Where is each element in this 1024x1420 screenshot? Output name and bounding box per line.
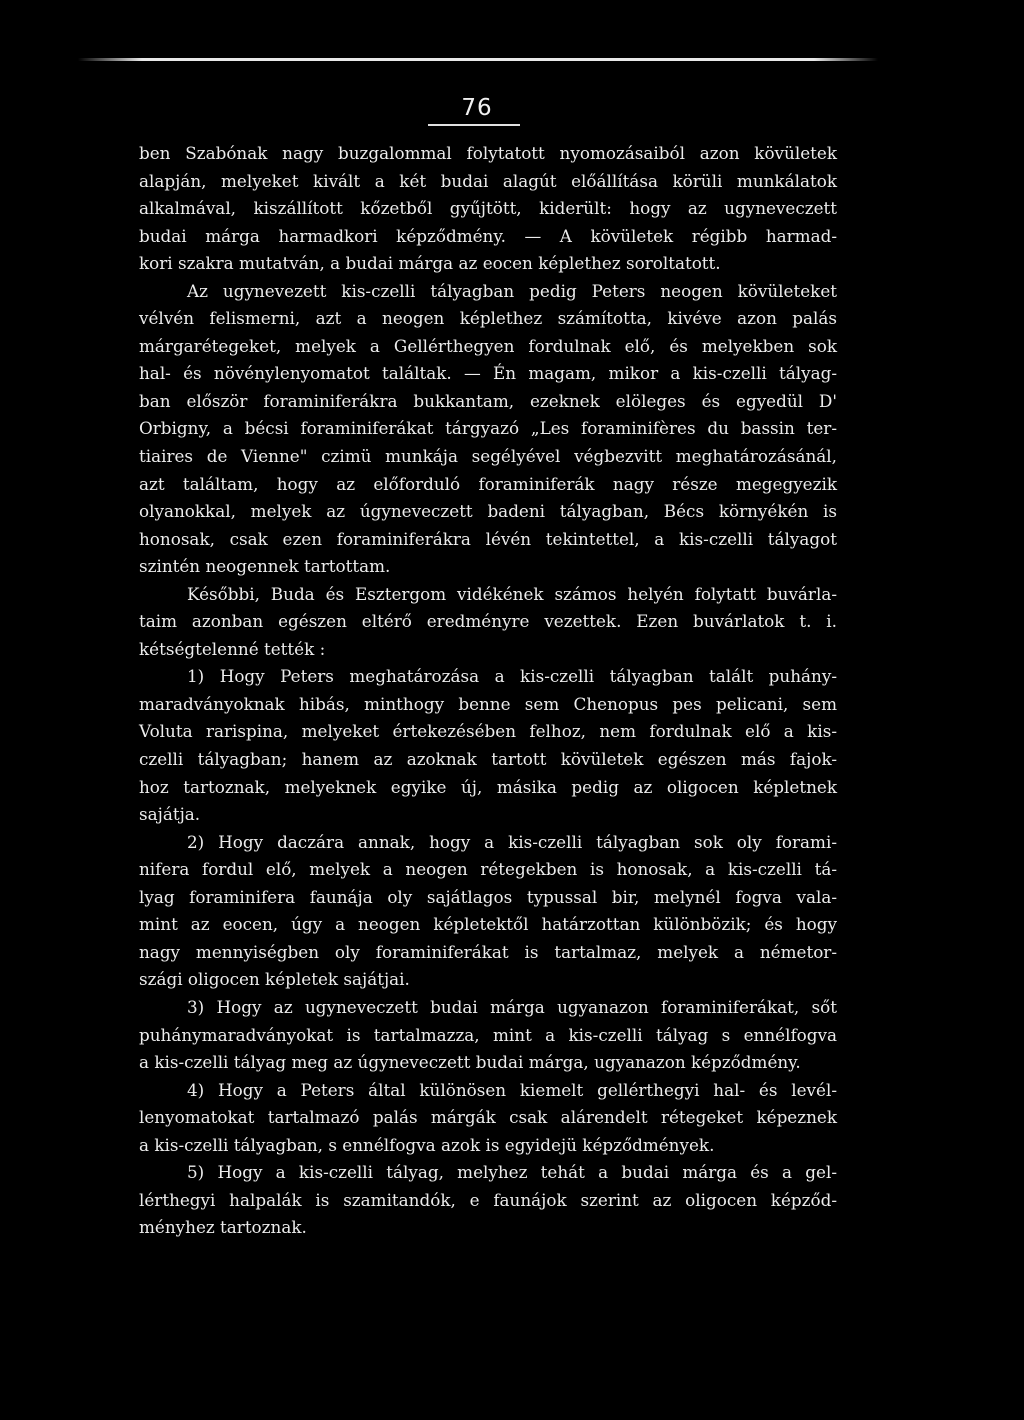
text-line: a kis-czelli tályag meg az úgyneveczett budai márga, ugyanazon képződmény. — [139, 1052, 801, 1073]
text-line: honosak, csak ezen foraminiferákra lévén tekintettel, a kis-czelli tályagot — [139, 528, 837, 549]
text-line: lérthegyi halpalák is szamitandók, e faunájok szerint az oligocen képződ- — [139, 1189, 837, 1210]
text-line: budai márga harmadkori képződmény. — A kövületek régibb harmad- — [139, 225, 837, 246]
text-line: alkalmával, kiszállított kőzetből gyűjtött, kiderült: hogy az ugyneveczett — [139, 198, 837, 219]
text-line: lyag foraminifera faunája oly sajátlagos typussal bir, melynél fogva vala- — [139, 886, 837, 907]
text-line: maradványoknak hibás, minthogy benne sem Chenopus pes pelicani, sem — [139, 693, 837, 714]
text-line: nifera fordul elő, melyek a neogen rétegekben is honosak, a kis-czelli tá- — [139, 859, 837, 880]
text-line: puhánymaradványokat is tartalmazza, mint a kis-czelli tályag s ennélfogva — [139, 1024, 837, 1045]
page-number-underline — [428, 124, 520, 126]
text-line: márgarétegeket, melyek a Gellérthegyen fordulnak elő, és melyekben sok — [139, 335, 837, 356]
text-line: Az ugynevezett kis-czelli tályagban pedig Peters neogen kövületeket — [187, 280, 837, 301]
text-line: kétségtelenné tették : — [139, 638, 326, 659]
text-line: 3) Hogy az ugyneveczett budai márga ugyanazon foraminiferákat, sőt — [187, 996, 837, 1017]
text-line: alapján, melyeket kivált a két budai alagút előállítása körüli munkálatok — [139, 170, 837, 191]
text-line: hal- és növénylenyomatot találtak. — Én magam, mikor a kis-czelli tályag- — [139, 363, 837, 384]
document-body — [139, 140, 837, 1242]
text-line: tiaires de Vienne" czimü munkája segélyével végbezvitt meghatározásánál, — [139, 446, 837, 467]
text-line: 2) Hogy daczára annak, hogy a kis-czelli tályagban sok oly forami- — [187, 831, 837, 852]
text-line: lenyomatokat tartalmazó palás márgák csak alárendelt rétegeket képeznek — [139, 1107, 837, 1128]
text-line: kori szakra mutatván, a budai márga az eocen képlethez soroltatott. — [139, 253, 721, 274]
text-line: Voluta rarispina, melyeket értekezésében felhoz, nem fordulnak elő a kis- — [139, 721, 837, 742]
text-line: hoz tartoznak, melyeknek egyike új, másika pedig az oligocen képletnek — [139, 776, 837, 797]
text-line: nagy mennyiségben oly foraminiferákat is tartalmaz, melyek a németor- — [139, 941, 837, 962]
text-line: szági oligocen képletek sajátjai. — [139, 969, 410, 990]
text-line: 4) Hogy a Peters által különösen kiemelt gellérthegyi hal- és levél- — [187, 1079, 837, 1100]
text-line: 5) Hogy a kis-czelli tályag, melyhez tehát a budai márga és a gel- — [187, 1162, 837, 1183]
text-line: olyanokkal, melyek az úgyneveczett badeni tályagban, Bécs környékén is — [139, 501, 837, 522]
text-line: taim azonban egészen eltérő eredményre vezettek. Ezen buvárlatok t. i. — [139, 611, 837, 632]
text-line: sajátja. — [139, 804, 201, 825]
text-line: czelli tályagban; hanem az azoknak tartott kövületek egészen más fajok- — [139, 749, 837, 770]
text-line: ban először foraminiferákra bukkantam, ezeknek elöleges és egyedül D' — [139, 390, 837, 411]
text-line: mint az eocen, úgy a neogen képletektől határzottan különbözik; és hogy — [139, 914, 837, 935]
text-line: 1) Hogy Peters meghatározása a kis-czelli tályagban talált puhány- — [187, 666, 837, 687]
text-line: ményhez tartoznak. — [139, 1217, 307, 1238]
text-line: azt találtam, hogy az előforduló foraminiferák nagy része megegyezik — [139, 473, 837, 494]
text-line: ben Szabónak nagy buzgalommal folytatott nyomozásaiból azon kövületek — [139, 143, 837, 163]
text-line: a kis-czelli tályagban, s ennélfogva azok is egyidejü képződmények. — [139, 1134, 715, 1155]
text-line: Orbigny, a bécsi foraminiferákat tárgyazó „Les foraminifères du bassin ter- — [139, 418, 837, 439]
text-line: vélvén felismerni, azt a neogen képlethez számította, kivéve azon palás — [139, 308, 837, 329]
page-number: 76 — [461, 95, 493, 121]
text-line: szintén neogennek tartottam. — [139, 556, 391, 577]
top-border-rule — [78, 58, 878, 61]
text-line: Későbbi, Buda és Esztergom vidékének számos helyén folytatt buvárla- — [187, 583, 837, 604]
